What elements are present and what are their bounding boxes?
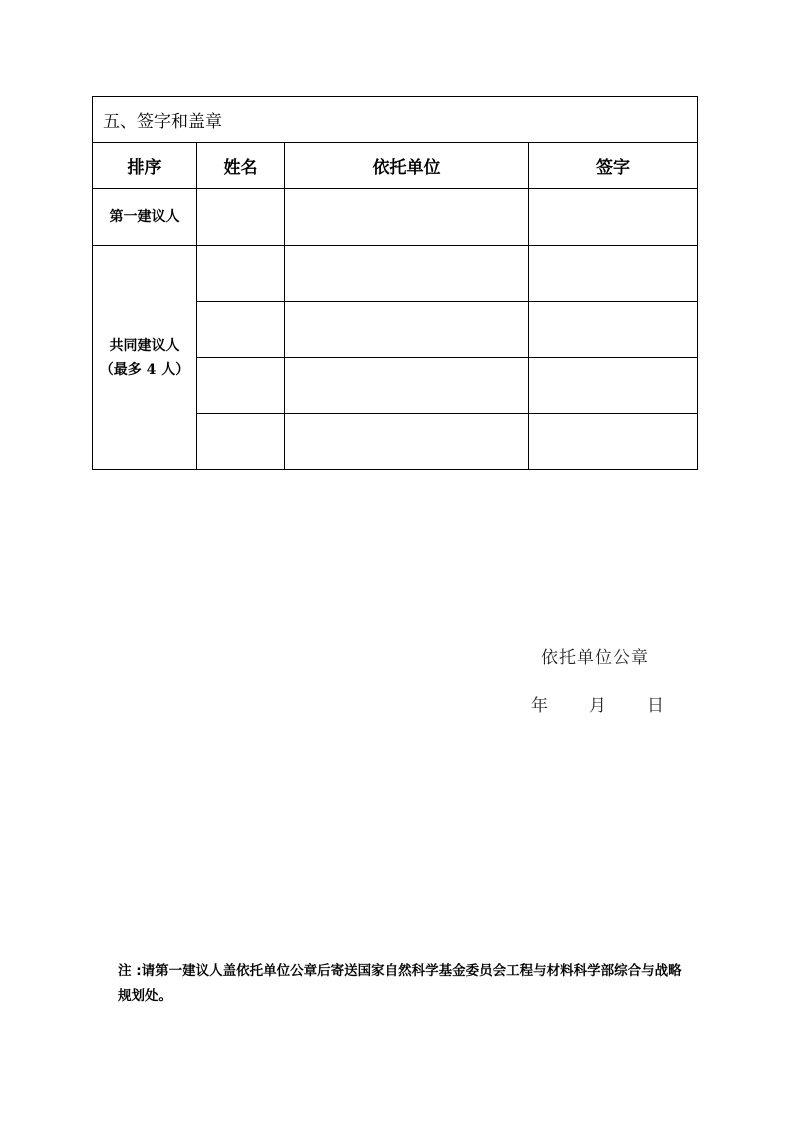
table-row	[93, 189, 698, 246]
date-month: 月	[589, 696, 606, 716]
section-title: 五、签字和盖章	[93, 97, 698, 143]
date-day: 日	[647, 696, 664, 716]
co-proposer-name-cell[interactable]	[197, 246, 285, 302]
first-proposer-unit-cell[interactable]	[285, 189, 529, 246]
co-proposer-name-cell[interactable]	[197, 414, 285, 470]
co-proposer-unit-cell[interactable]	[285, 246, 529, 302]
signature-table	[92, 96, 698, 470]
co-proposers-label-line2: （最多 4 人）	[99, 361, 190, 378]
co-proposer-signature-cell[interactable]	[529, 302, 698, 358]
co-proposer-unit-cell[interactable]	[285, 414, 529, 470]
header-order: 排序	[93, 143, 197, 189]
table-row	[93, 246, 698, 302]
co-proposer-signature-cell[interactable]	[529, 414, 698, 470]
co-proposer-signature-cell[interactable]	[529, 358, 698, 414]
co-proposer-signature-cell[interactable]	[529, 246, 698, 302]
co-proposer-unit-cell[interactable]	[285, 302, 529, 358]
institution-seal-label: 依托单位公章	[541, 648, 649, 668]
header-name: 姓名	[197, 143, 285, 189]
co-proposer-unit-cell[interactable]	[285, 358, 529, 414]
co-proposer-name-cell[interactable]	[197, 302, 285, 358]
seal-date	[531, 691, 664, 716]
header-unit: 依托单位	[285, 143, 529, 189]
first-proposer-label: 第一建议人	[93, 189, 197, 246]
footnote: 注 :请第一建议人盖依托单位公章后寄送国家自然科学基金委员会工程与材料科学部综合与战略规划处。	[118, 963, 682, 1004]
first-proposer-signature-cell[interactable]	[529, 189, 698, 246]
header-signature: 签字	[529, 143, 698, 189]
co-proposer-name-cell[interactable]	[197, 358, 285, 414]
first-proposer-name-cell[interactable]	[197, 189, 285, 246]
date-year: 年	[531, 696, 548, 716]
co-proposers-label-line1: 共同建议人	[109, 337, 180, 354]
co-proposers-label	[93, 246, 197, 470]
